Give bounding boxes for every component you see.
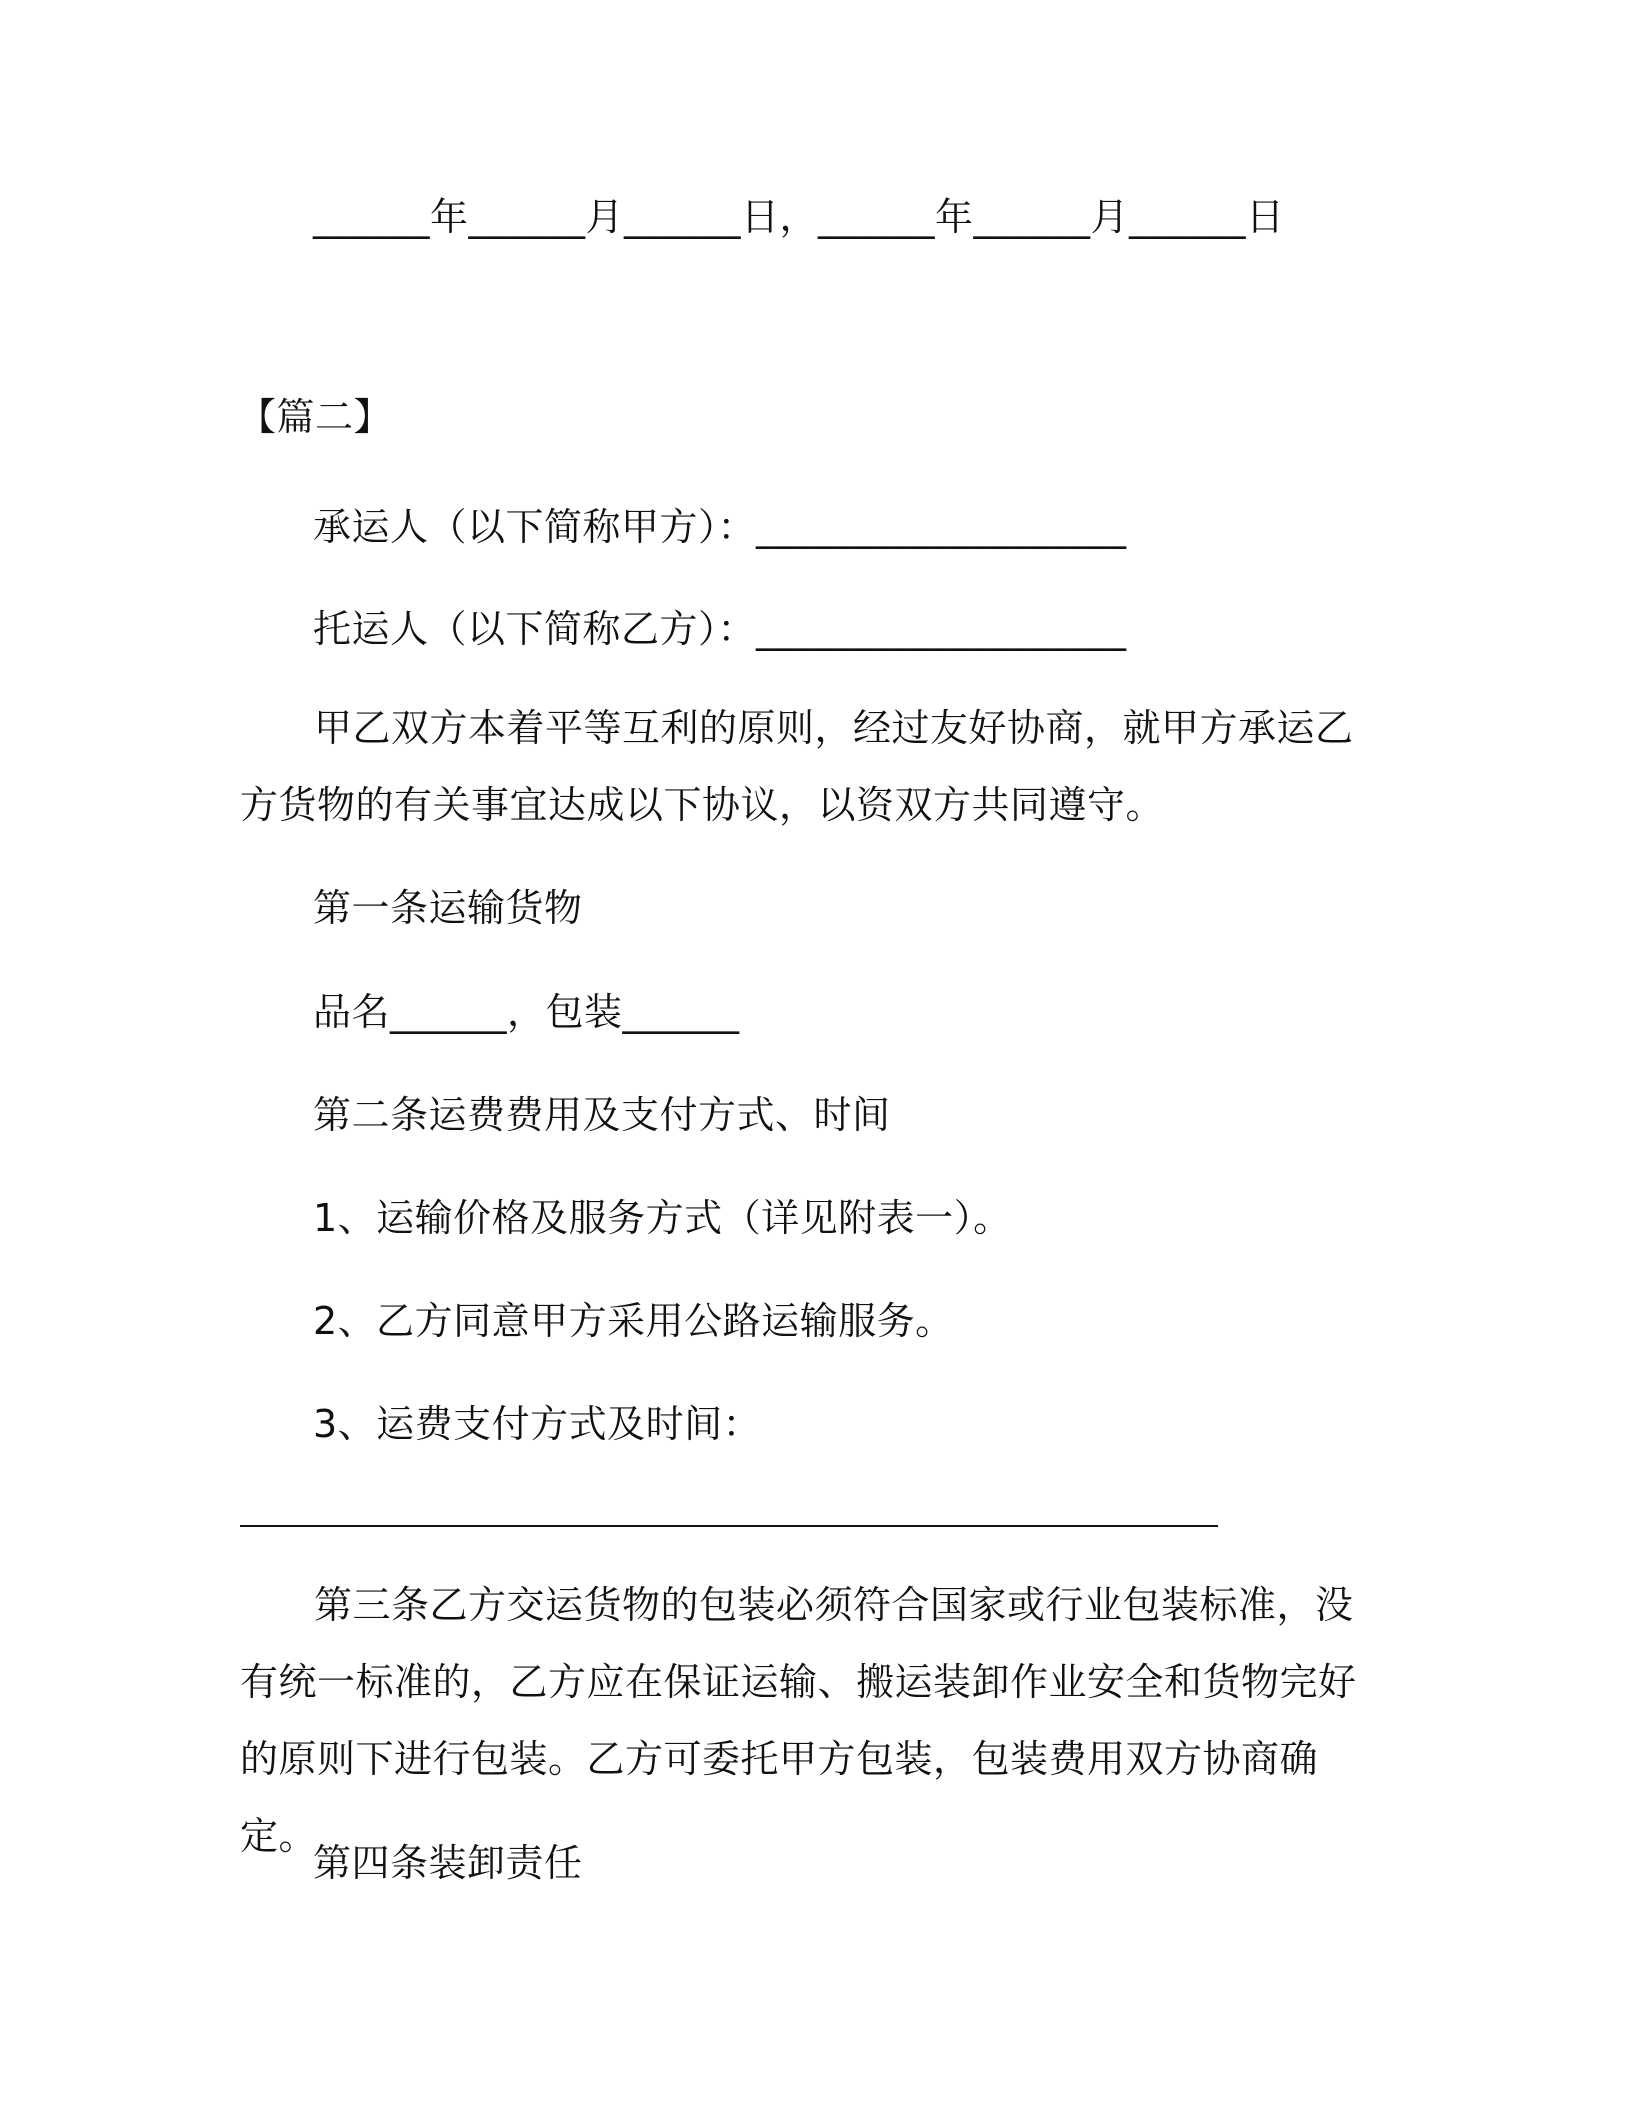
article2-title: 第二条运费费用及支付方式、时间 <box>313 1093 891 1137</box>
carrier-line: 承运人（以下简称甲方）：___________________ <box>313 505 1127 549</box>
article1-item: 品名______，包装______ <box>313 990 740 1034</box>
article2-item2: 2、乙方同意甲方采用公路运输服务。 <box>313 1299 954 1343</box>
section-heading: 【篇二】 <box>238 395 393 439</box>
fill-in-rule <box>240 1525 1218 1527</box>
article2-item3: 3、运费支付方式及时间： <box>313 1402 762 1446</box>
date-line: ______年______月______日，______年______月______日 <box>313 195 1285 239</box>
intro-paragraph: 甲乙双方本着平等互利的原则，经过友好协商，就甲方承运乙方货物的有关事宜达成以下协议，以资双方共同遵守。 <box>240 706 1354 827</box>
article4-title: 第四条装卸责任 <box>313 1841 583 1885</box>
article2-item1: 1、运输价格及服务方式（详见附表一）。 <box>313 1196 1012 1240</box>
shipper-line: 托运人（以下简称乙方）：___________________ <box>313 607 1127 651</box>
article3-paragraph: 第三条乙方交运货物的包装必须符合国家或行业包装标准，没有统一标准的，乙方应在保证运输、搬运装卸作业安全和货物完好的原则下进行包装。乙方可委托甲方包装，包装费用双方协商确定。 <box>240 1583 1357 1858</box>
article1-title: 第一条运输货物 <box>313 886 583 930</box>
